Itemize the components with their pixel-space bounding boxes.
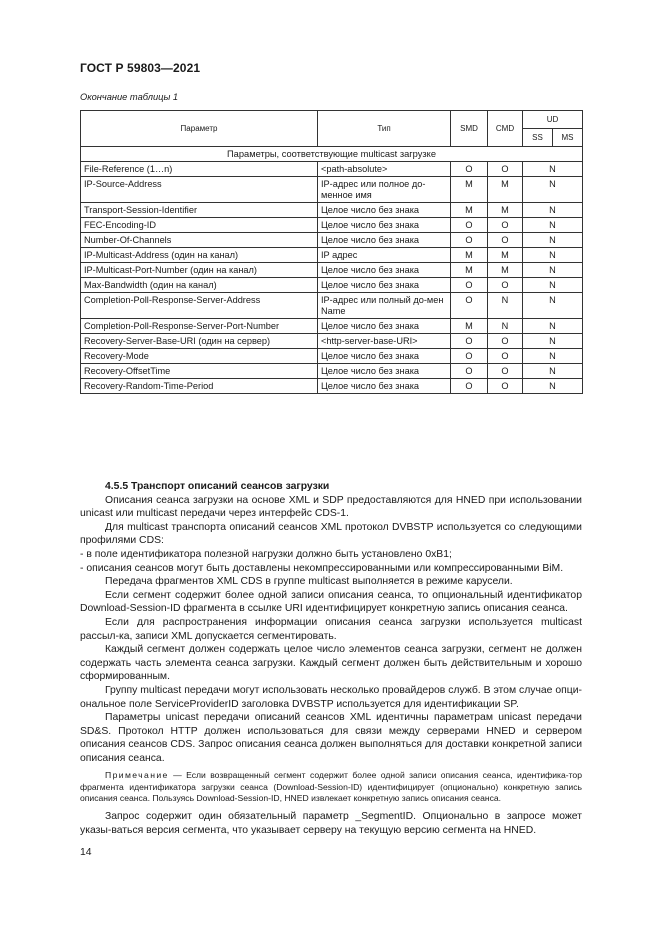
- table-row: [81, 278, 583, 293]
- cell-param: IP-Multicast-Port-Number (один на канал): [81, 263, 318, 278]
- cell-ud: N: [523, 293, 583, 319]
- cell-smd: O: [451, 233, 488, 248]
- cell-smd: M: [451, 203, 488, 218]
- cell-cmd: N: [488, 319, 523, 334]
- cell-cmd: O: [488, 233, 523, 248]
- cell-ud: N: [523, 334, 583, 349]
- note: [80, 770, 582, 805]
- cell-cmd: M: [488, 248, 523, 263]
- cell-ud: N: [523, 203, 583, 218]
- cell-type: Целое число без знака: [318, 379, 451, 394]
- header-ud: UD: [523, 111, 583, 129]
- cell-param: Max-Bandwidth (один на канал): [81, 278, 318, 293]
- header-type: Тип: [318, 111, 451, 147]
- section-text: [80, 480, 582, 837]
- cell-ud: N: [523, 364, 583, 379]
- cell-cmd: O: [488, 379, 523, 394]
- cell-cmd: M: [488, 203, 523, 218]
- cell-ud: N: [523, 278, 583, 293]
- header-ms: MS: [553, 129, 583, 147]
- paragraph: Запрос содержит один обязательный параметр _SegmentID. Опционально в запросе может указы-ваться версия сегмента, что указывает серверу на текущую версию сегмента на HNED.: [80, 810, 582, 836]
- section-heading: 4.5.5 Транспорт описаний сеансов загрузки: [105, 481, 330, 492]
- cell-ud: N: [523, 263, 583, 278]
- note-text: — Если возвращенный сегмент содержит более одной записи описания сеанса, идентифика-тор фрагмента идентификатора загрузки сеанса (Download-Session-ID) идентифицирует (опционально) конкретную запись описания сеанса. Пользуясь Download-Session-ID, HNED извлекает конкретную запись описания сеанса.: [80, 770, 582, 804]
- paragraph: Передача фрагментов XML CDS в группе multicast выполняется в режиме карусели.: [105, 576, 513, 588]
- cell-type: IP-адрес или полное до-менное имя: [318, 177, 451, 203]
- cell-ud: N: [523, 379, 583, 394]
- list-item: - описания сеансов могут быть доставлены некомпрессированными или компрессированными BiM.: [80, 562, 564, 574]
- cell-smd: O: [451, 278, 488, 293]
- table-section-row: Параметры, соответствующие multicast загрузке: [81, 147, 583, 162]
- table-row: [81, 162, 583, 177]
- paragraph: Если для распространения информации описания сеанса загрузки используется multicast рассыл-ка, записи XML допускается сегментировать.: [80, 616, 582, 642]
- cell-param: Recovery-OffsetTime: [81, 364, 318, 379]
- cell-param: Transport-Session-Identifier: [81, 203, 318, 218]
- cell-cmd: N: [488, 293, 523, 319]
- cell-param: Recovery-Mode: [81, 349, 318, 364]
- cell-smd: M: [451, 248, 488, 263]
- paragraph: Каждый сегмент должен содержать целое число элементов сеанса загрузки, сегмент не должен содержать часть элемента сеанса загрузки. Каждый сегмент должен быть действительным и хорошо сформированным.: [80, 644, 582, 683]
- cell-param: Completion-Poll-Response-Server-Port-Number: [81, 319, 318, 334]
- cell-smd: O: [451, 162, 488, 177]
- cell-param: Number-Of-Channels: [81, 233, 318, 248]
- cell-type: Целое число без знака: [318, 364, 451, 379]
- cell-cmd: O: [488, 278, 523, 293]
- paragraph: Параметры unicast передачи описаний сеансов XML идентичны параметрам unicast передачи SD&S. Протокол HTTP должен использоваться для связи между серверами HNED и сервером описания сеансов CDS. Запрос описания сеанса должен выполняться для доставки конкретной записи описания сеанса.: [80, 712, 582, 764]
- cell-type: IP-адрес или полный до-мен Name: [318, 293, 451, 319]
- table-caption: Окончание таблицы 1: [80, 92, 179, 102]
- cell-ud: N: [523, 218, 583, 233]
- cell-type: Целое число без знака: [318, 349, 451, 364]
- note-label: Примечание: [105, 770, 169, 781]
- cell-param: Recovery-Random-Time-Period: [81, 379, 318, 394]
- cell-type: IP адрес: [318, 248, 451, 263]
- cell-type: Целое число без знака: [318, 233, 451, 248]
- table-row: [81, 319, 583, 334]
- cell-ud: N: [523, 162, 583, 177]
- cell-type: Целое число без знака: [318, 263, 451, 278]
- cell-type: Целое число без знака: [318, 203, 451, 218]
- table-row: [81, 248, 583, 263]
- table-row: [81, 263, 583, 278]
- cell-smd: M: [451, 263, 488, 278]
- cell-cmd: M: [488, 177, 523, 203]
- paragraph: Описания сеанса загрузки на основе XML и SDP предоставляются для HNED при использовании unicast или multicast передачи через интерфейс CDS-1.: [80, 494, 582, 520]
- cell-smd: O: [451, 364, 488, 379]
- cell-cmd: O: [488, 349, 523, 364]
- paragraph: Если сегмент содержит более одной записи описания сеанса, то опциональный идентификатор Download-Session-ID фрагмента в ссылке URI идентифицирует конкретную запись описания сеанса.: [80, 589, 582, 615]
- cell-param: Completion-Poll-Response-Server-Address: [81, 293, 318, 319]
- table-row: [81, 293, 583, 319]
- table-row: [81, 364, 583, 379]
- cell-type: <http-server-base-URI>: [318, 334, 451, 349]
- header-cmd: CMD: [488, 111, 523, 147]
- cell-type: Целое число без знака: [318, 319, 451, 334]
- cell-ud: N: [523, 349, 583, 364]
- cell-param: IP-Multicast-Address (один на канал): [81, 248, 318, 263]
- cell-cmd: O: [488, 162, 523, 177]
- cell-cmd: O: [488, 218, 523, 233]
- cell-smd: M: [451, 319, 488, 334]
- table-row: [81, 334, 583, 349]
- cell-ud: N: [523, 177, 583, 203]
- table-row: [81, 349, 583, 364]
- cell-param: Recovery-Server-Base-URI (один на сервер): [81, 334, 318, 349]
- header-ss: SS: [523, 129, 553, 147]
- cell-param: FEC-Encoding-ID: [81, 218, 318, 233]
- cell-type: Целое число без знака: [318, 218, 451, 233]
- table-row: [81, 233, 583, 248]
- page-number: 14: [80, 847, 92, 858]
- cell-cmd: O: [488, 334, 523, 349]
- cell-type: <path-absolute>: [318, 162, 451, 177]
- cell-param: File-Reference (1…n): [81, 162, 318, 177]
- cell-ud: N: [523, 248, 583, 263]
- cell-ud: N: [523, 233, 583, 248]
- cell-cmd: M: [488, 263, 523, 278]
- table-row: [81, 218, 583, 233]
- header-smd: SMD: [451, 111, 488, 147]
- cell-smd: O: [451, 218, 488, 233]
- cell-smd: O: [451, 349, 488, 364]
- cell-ud: N: [523, 319, 583, 334]
- list-item: - в поле идентификатора полезной нагрузки должно быть установлено 0xB1;: [80, 548, 452, 560]
- cell-smd: O: [451, 293, 488, 319]
- table-row: [81, 203, 583, 218]
- paragraph: Группу multicast передачи могут использовать несколько провайдеров служб. В этом случае опци-ональное поле ServiceProviderID заголовка DVBSTP используется для идентификации SP.: [80, 684, 582, 710]
- cell-smd: O: [451, 334, 488, 349]
- table-row: [81, 177, 583, 203]
- cell-smd: O: [451, 379, 488, 394]
- cell-type: Целое число без знака: [318, 278, 451, 293]
- cell-smd: M: [451, 177, 488, 203]
- cell-param: IP-Source-Address: [81, 177, 318, 203]
- parameters-table: [80, 110, 583, 394]
- table-row: [81, 379, 583, 394]
- document-header: ГОСТ Р 59803—2021: [80, 61, 201, 75]
- header-param: Параметр: [81, 111, 318, 147]
- paragraph: Для multicast транспорта описаний сеансов XML протокол DVBSTP используется со следующими профилями CDS:: [80, 521, 582, 547]
- cell-cmd: O: [488, 364, 523, 379]
